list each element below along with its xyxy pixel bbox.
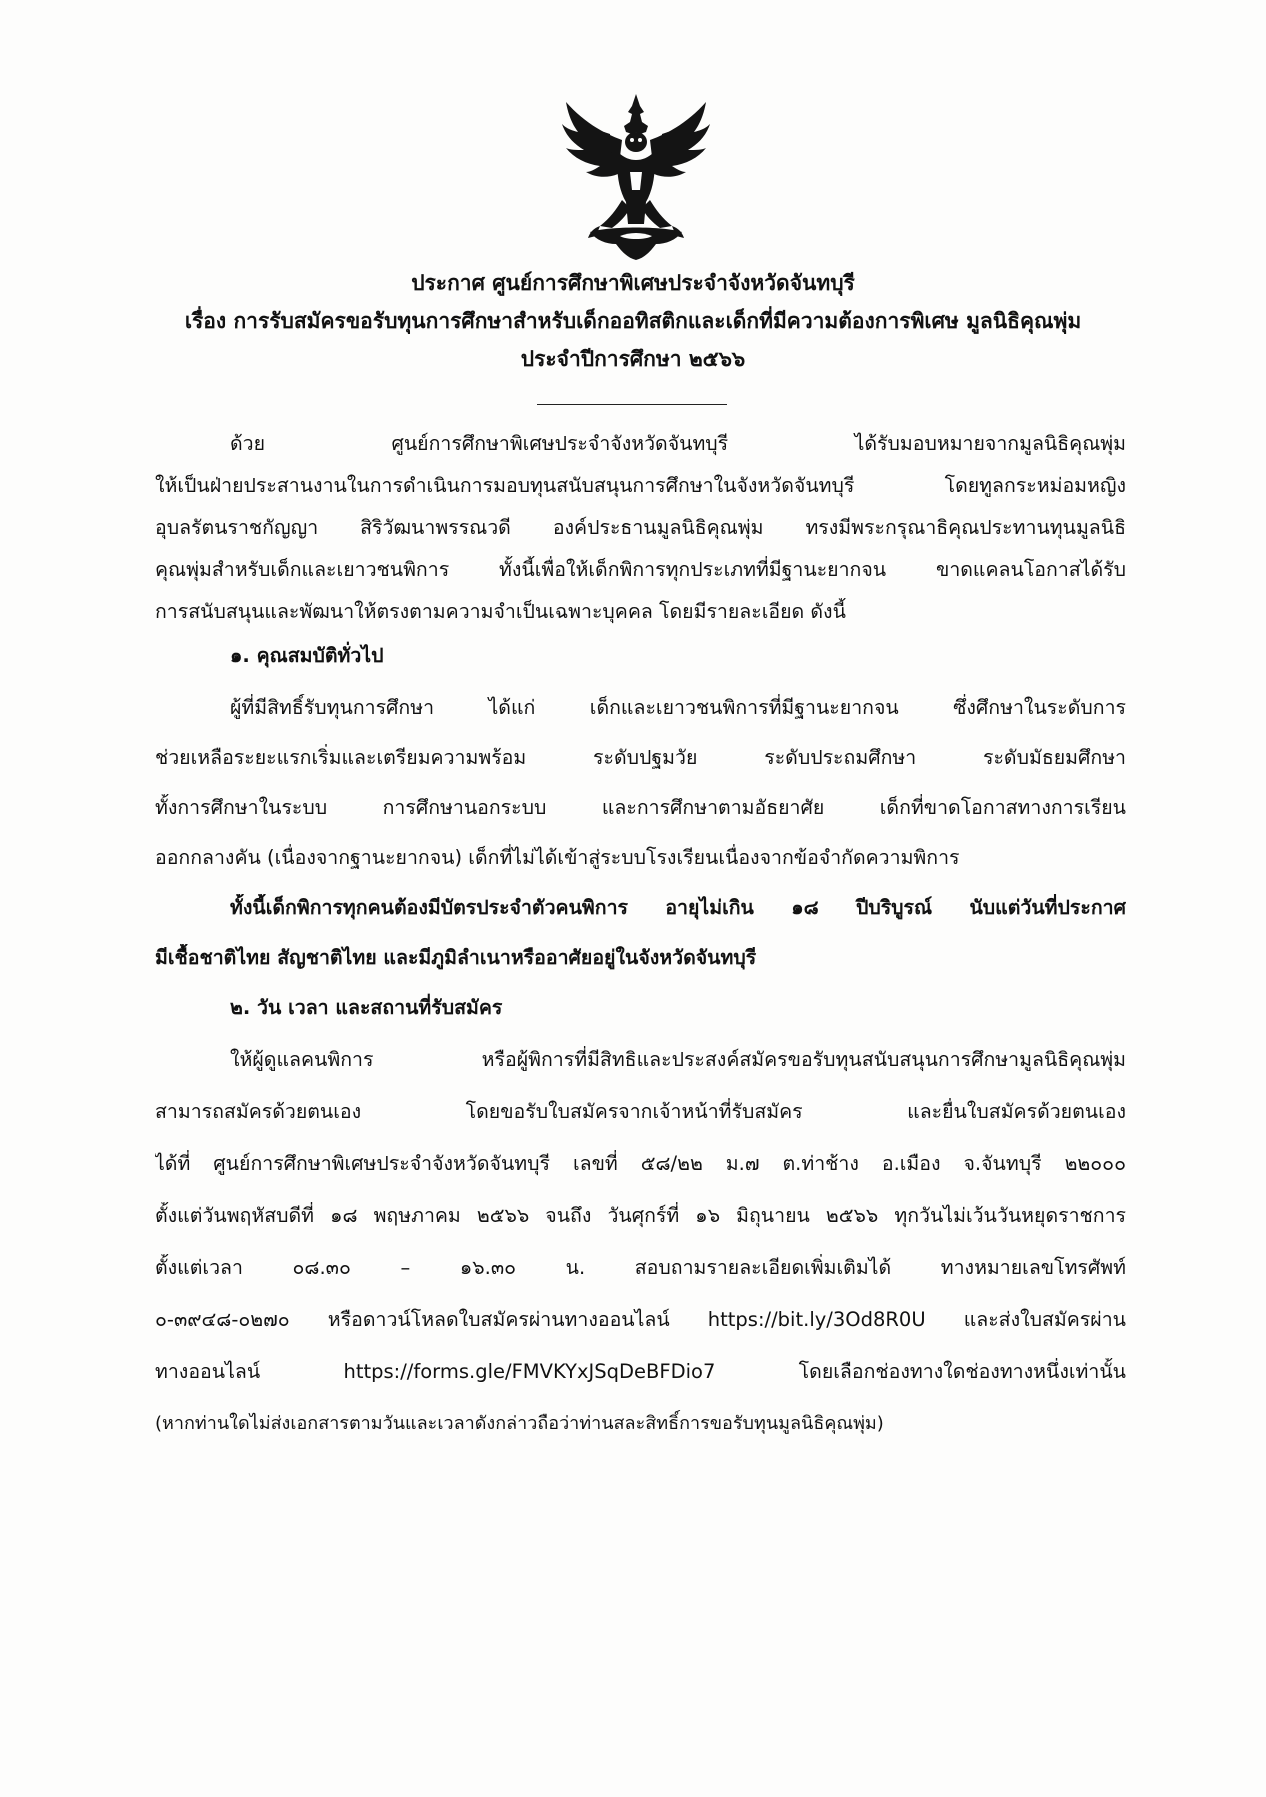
section-bold-line: ทั้งนี้เด็กพิการทุกคนต้องมีบัตรประจำตัวคนพิการ อายุไม่เกิน ๑๘ ปีบริบูรณ์ นับแต่วันที่ประกาศ [230, 896, 1126, 919]
section-line: สามารถสมัครด้วยตนเอง โดยขอรับใบสมัครจากเจ้าหน้าที่รับสมัคร และยื่นใบสมัครด้วยตนเอง [155, 1100, 1126, 1123]
section-line: ตั้งแต่วันพฤหัสบดีที่ ๑๘ พฤษภาคม ๒๕๖๖ จนถึง วันศุกร์ที่ ๑๖ มิถุนายน ๒๕๖๖ ทุกวันไม่เว้นวันหยุดราชการ [155, 1204, 1126, 1227]
intro-line: อุบลรัตนราชกัญญา สิริวัฒนาพรรณวดี องค์ประธานมูลนิธิคุณพุ่ม ทรงมีพระกรุณาธิคุณประทานทุนมูลนิธิ [155, 516, 1126, 539]
title-divider [537, 404, 727, 405]
section-heading: ๒. วัน เวลา และสถานที่รับสมัคร [230, 996, 503, 1019]
section-line: ช่วยเหลือระยะแรกเริ่มและเตรียมความพร้อม ระดับปฐมวัย ระดับประถมศึกษา ระดับมัธยมศึกษา [155, 746, 1126, 769]
intro-line: คุณพุ่มสำหรับเด็กและเยาวชนพิการ ทั้งนี้เพื่อให้เด็กพิการทุกประเภทที่มีฐานะยากจน ขาดแคลนโอกาสได้รับ [155, 558, 1126, 581]
section-line: ได้ที่ ศูนย์การศึกษาพิเศษประจำจังหวัดจันทบุรี เลขที่ ๕๘/๒๒ ม.๗ ต.ท่าช้าง อ.เมือง จ.จันทบุรี ๒๒๐๐๐ [155, 1152, 1126, 1175]
garuda-emblem-icon [560, 92, 712, 262]
section-bold-line: มีเชื้อชาติไทย สัญชาติไทย และมีภูมิลำเนาหรืออาศัยอยู่ในจังหวัดจันทบุรี [155, 946, 757, 969]
intro-line: ด้วย ศูนย์การศึกษาพิเศษประจำจังหวัดจันทบุรี ได้รับมอบหมายจากมูลนิธิคุณพุ่ม [230, 432, 1126, 455]
section-line: ๐-๓๙๔๘-๐๒๗๐ หรือดาวน์โหลดใบสมัครผ่านทางออนไลน์ https://bit.ly/3Od8R0U และส่งใบสมัครผ่าน [155, 1308, 1126, 1331]
section-line: ผู้ที่มีสิทธิ์รับทุนการศึกษา ได้แก่ เด็กและเยาวชนพิการที่มีฐานะยากจน ซึ่งศึกษาในระดับการ [230, 696, 1126, 719]
section-line: ทั้งการศึกษาในระบบ การศึกษานอกระบบ และการศึกษาตามอัธยาศัย เด็กที่ขาดโอกาสทางการเรียน [155, 796, 1126, 819]
intro-line: ให้เป็นฝ่ายประสานงานในการดำเนินการมอบทุนสนับสนุนการศึกษาในจังหวัดจันทบุรี โดยทูลกระหม่อมหญิง [155, 474, 1126, 497]
intro-line: การสนับสนุนและพัฒนาให้ตรงตามความจำเป็นเฉพาะบุคคล โดยมีรายละเอียด ดังนี้ [155, 600, 846, 623]
announcement-title: ประกาศ ศูนย์การศึกษาพิเศษประจำจังหวัดจันทบุรี [411, 271, 855, 295]
section-line: ออกกลางคัน (เนื่องจากฐานะยากจน) เด็กที่ไม่ได้เข้าสู่ระบบโรงเรียนเนื่องจากข้อจำกัดความพิการ [155, 846, 960, 869]
section-line: ทางออนไลน์ https://forms.gle/FMVKYxJSqDeBFDio7 โดยเลือกช่องทางใดช่องทางหนึ่งเท่านั้น [155, 1360, 1126, 1383]
section-heading: ๑. คุณสมบัติทั่วไป [230, 644, 384, 667]
announcement-subject: เรื่อง การรับสมัครขอรับทุนการศึกษาสำหรับเด็กออทิสติกและเด็กที่มีความต้องการพิเศษ มูลนิธิคุณพุ่ม [184, 309, 1082, 333]
section-note: (หากท่านใดไม่ส่งเอกสารตามวันและเวลาดังกล่าวถือว่าท่านสละสิทธิ์การขอรับทุนมูลนิธิคุณพุ่ม) [155, 1413, 884, 1434]
section-line: ตั้งแต่เวลา ๐๘.๓๐ – ๑๖.๓๐ น. สอบถามรายละเอียดเพิ่มเติมได้ ทางหมายเลขโทรศัพท์ [155, 1256, 1126, 1279]
academic-year: ประจำปีการศึกษา ๒๕๖๖ [520, 347, 746, 371]
section-line: ให้ผู้ดูแลคนพิการ หรือผู้พิการที่มีสิทธิและประสงค์สมัครขอรับทุนสนับสนุนการศึกษามูลนิธิคุณพุ่ม [230, 1048, 1126, 1071]
